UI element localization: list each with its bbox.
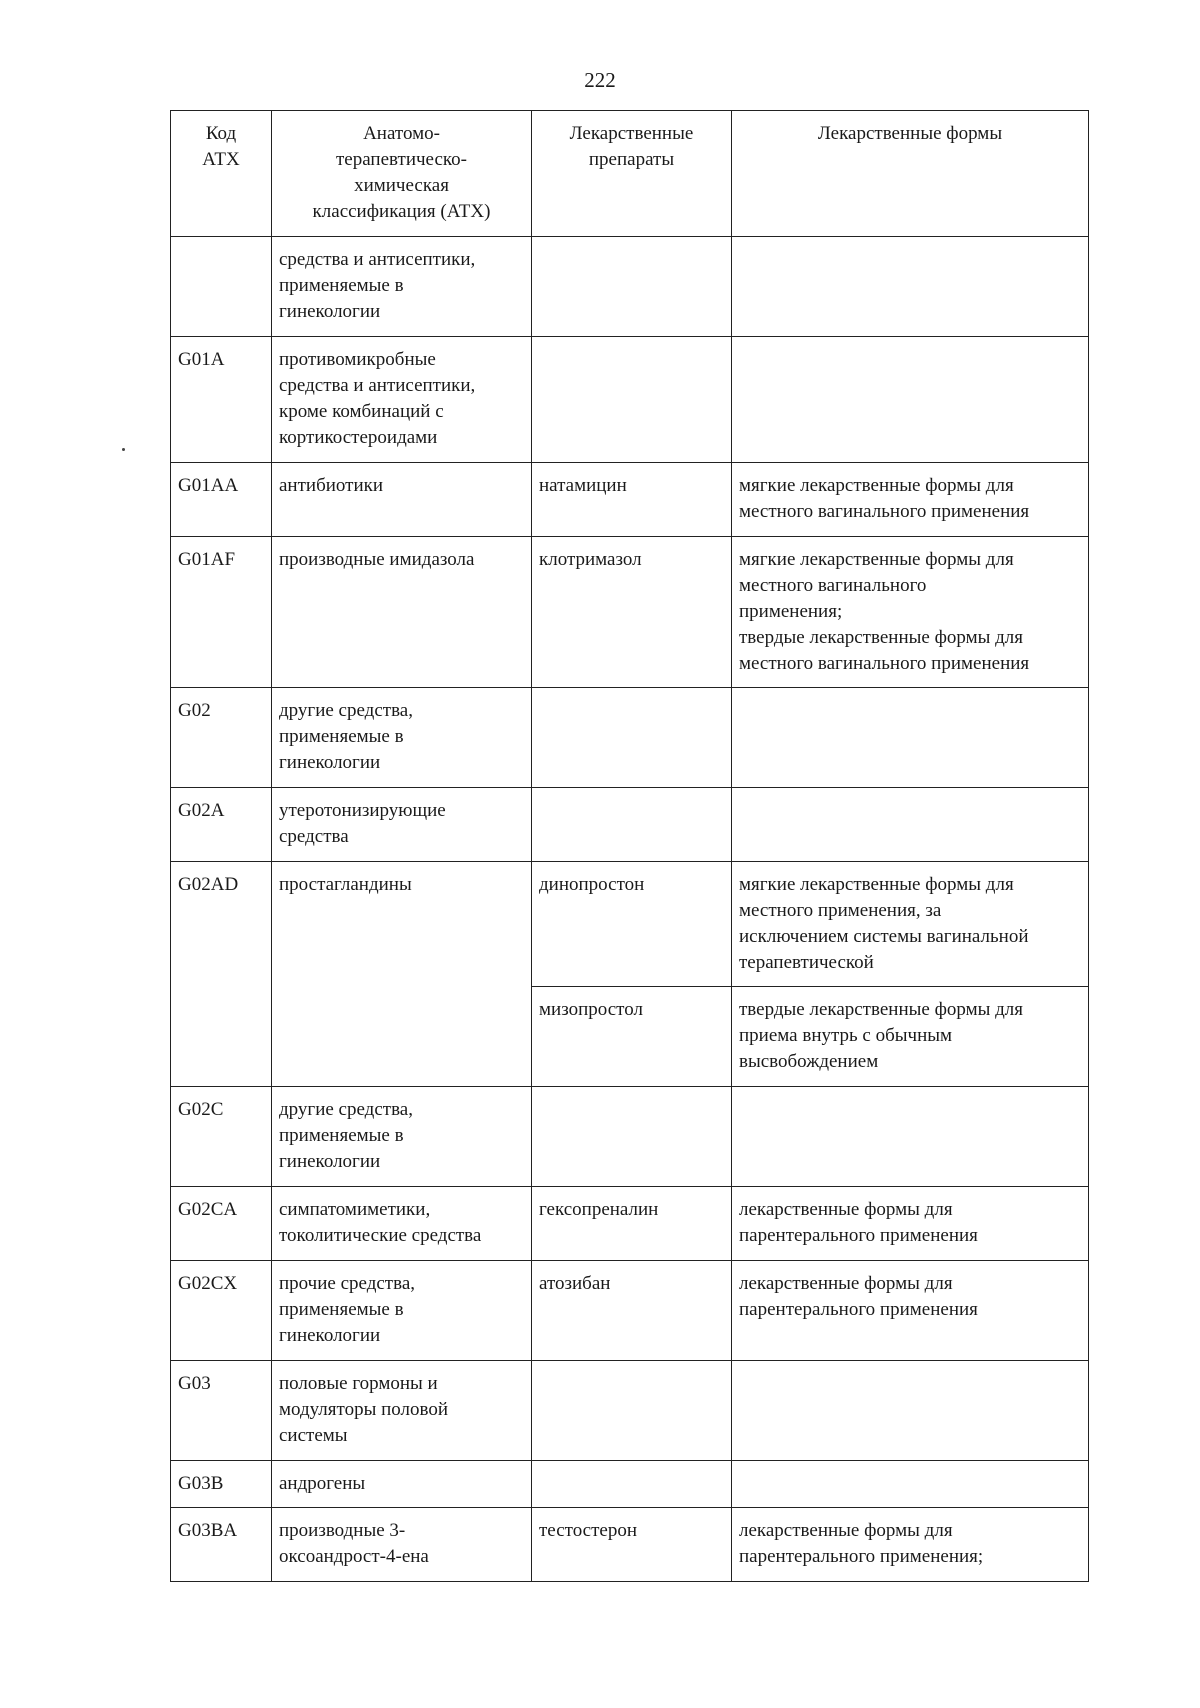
cell-code: G02A	[171, 788, 272, 862]
cell-code: G02C	[171, 1087, 272, 1187]
cell-drug: натамицин	[532, 463, 732, 537]
cell-classification: производные имидазола	[272, 537, 532, 688]
page-number: 222	[584, 68, 616, 92]
table-row	[171, 1087, 1089, 1187]
cell-code: G01AF	[171, 537, 272, 688]
header-code: Код АТХ	[171, 111, 272, 237]
cell-forms: лекарственные формы для парентерального применения;	[732, 1508, 1089, 1582]
cell-classification: простагландины	[272, 862, 532, 1087]
cell-forms	[732, 688, 1089, 788]
cell-code: G03BA	[171, 1508, 272, 1582]
cell-classification: прочие средства, применяемые в гинекологии	[272, 1261, 532, 1361]
table-row	[171, 1187, 1089, 1261]
cell-drug	[532, 788, 732, 862]
header-classification: Анатомо- терапевтическо- химическая классификация (АТХ)	[272, 111, 532, 237]
cell-code: G02AD	[171, 862, 272, 1087]
cell-classification: половые гормоны и модуляторы половой системы	[272, 1361, 532, 1461]
table-header-row	[171, 111, 1089, 237]
scan-speck	[122, 448, 125, 451]
table-row	[171, 1461, 1089, 1508]
cell-classification: средства и антисептики, применяемые в гинекологии	[272, 237, 532, 337]
cell-forms	[732, 1461, 1089, 1508]
cell-forms: твердые лекарственные формы для приема внутрь с обычным высвобождением	[732, 987, 1089, 1087]
header-drugs: Лекарственные препараты	[532, 111, 732, 237]
cell-code: G03	[171, 1361, 272, 1461]
cell-classification: противомикробные средства и антисептики, кроме комбинаций с кортикостероидами	[272, 337, 532, 463]
cell-forms	[732, 237, 1089, 337]
table-row	[171, 337, 1089, 463]
table-row	[171, 688, 1089, 788]
cell-forms: мягкие лекарственные формы для местного применения, за исключением системы вагинальной терапевтической	[732, 862, 1089, 987]
table-row	[171, 788, 1089, 862]
table-row	[171, 1361, 1089, 1461]
cell-code: G01AA	[171, 463, 272, 537]
cell-code: G01A	[171, 337, 272, 463]
cell-code: G02	[171, 688, 272, 788]
header-forms: Лекарственные формы	[732, 111, 1089, 237]
cell-drug: атозибан	[532, 1261, 732, 1361]
cell-classification: симпатомиметики, токолитические средства	[272, 1187, 532, 1261]
cell-code: G02CA	[171, 1187, 272, 1261]
cell-drug	[532, 237, 732, 337]
atx-table	[170, 110, 1089, 1582]
cell-forms: мягкие лекарственные формы для местного вагинального применения; твердые лекарственные формы для местного вагинального применения	[732, 537, 1089, 688]
cell-forms: мягкие лекарственные формы для местного вагинального применения	[732, 463, 1089, 537]
cell-classification: утеротонизирующие средства	[272, 788, 532, 862]
cell-drug: клотримазол	[532, 537, 732, 688]
cell-drug	[532, 688, 732, 788]
cell-classification: другие средства, применяемые в гинекологии	[272, 1087, 532, 1187]
cell-forms	[732, 1361, 1089, 1461]
table-row	[171, 1508, 1089, 1582]
cell-drug: гексопреналин	[532, 1187, 732, 1261]
cell-classification: производные 3- оксоандрост-4-ена	[272, 1508, 532, 1582]
table-row	[171, 237, 1089, 337]
cell-code: G02CX	[171, 1261, 272, 1361]
cell-code	[171, 237, 272, 337]
cell-classification: андрогены	[272, 1461, 532, 1508]
cell-drug	[532, 1361, 732, 1461]
cell-drug: мизопростол	[532, 987, 732, 1087]
cell-forms: лекарственные формы для парентерального применения	[732, 1261, 1089, 1361]
cell-code: G03B	[171, 1461, 272, 1508]
cell-drug: динопростон	[532, 862, 732, 987]
table-row	[171, 1261, 1089, 1361]
cell-drug	[532, 1461, 732, 1508]
cell-classification: другие средства, применяемые в гинекологии	[272, 688, 532, 788]
cell-classification: антибиотики	[272, 463, 532, 537]
table-row	[171, 463, 1089, 537]
table-row	[171, 862, 1089, 987]
cell-drug	[532, 337, 732, 463]
table-row	[171, 537, 1089, 688]
cell-drug: тестостерон	[532, 1508, 732, 1582]
cell-forms: лекарственные формы для парентерального применения	[732, 1187, 1089, 1261]
cell-forms	[732, 1087, 1089, 1187]
cell-forms	[732, 788, 1089, 862]
cell-drug	[532, 1087, 732, 1187]
cell-forms	[732, 337, 1089, 463]
